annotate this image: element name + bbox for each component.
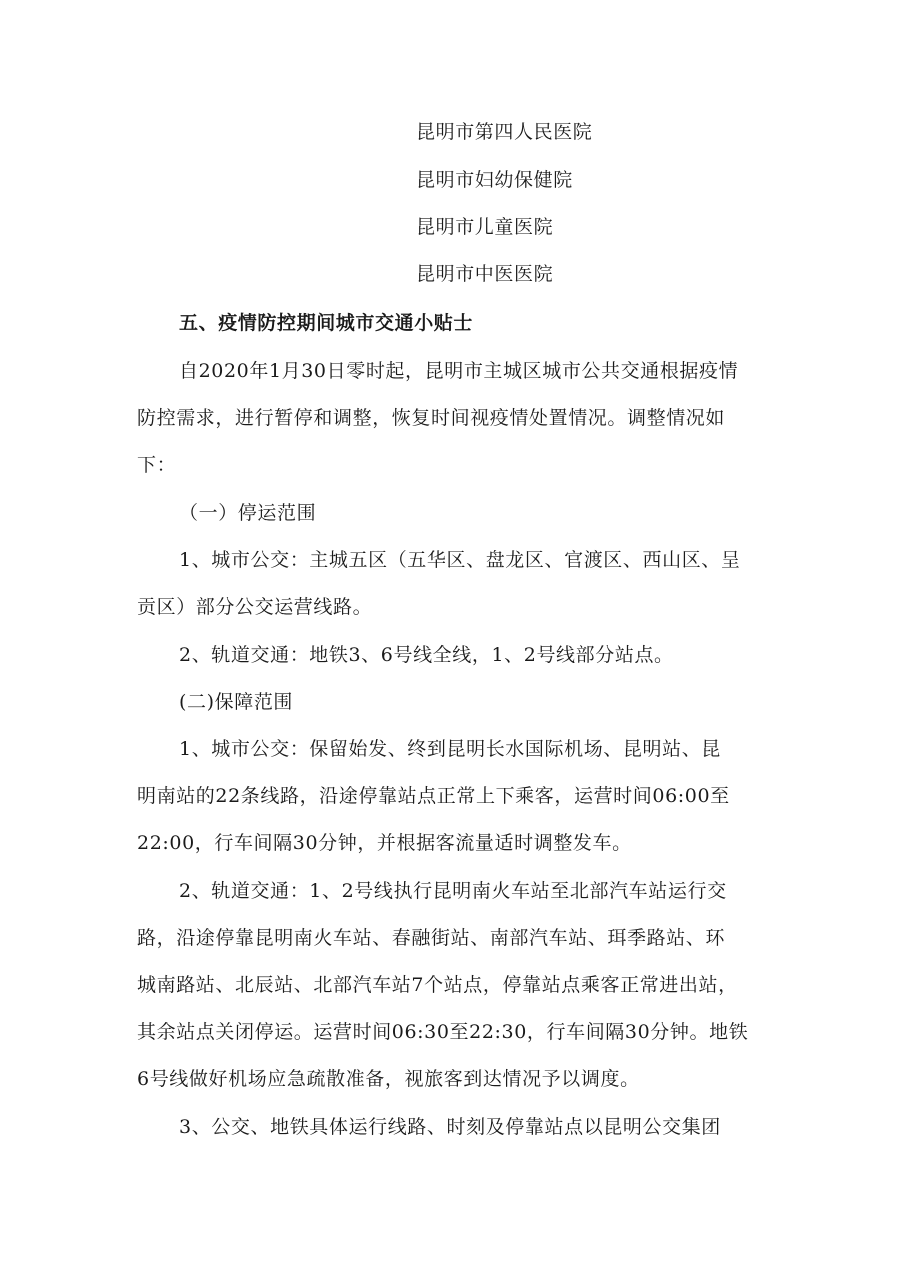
- paragraph-line: 明南站的22条线路，沿途停靠站点正常上下乘客，运营时间06:00至: [137, 785, 730, 807]
- paragraph-line: 下：: [137, 454, 177, 476]
- paragraph-line: 3、公交、地铁具体运行线路、时刻及停靠站点以昆明公交集团: [179, 1116, 721, 1138]
- paragraph-line: 防控需求，进行暂停和调整，恢复时间视疫情处置情况。调整情况如: [137, 407, 726, 429]
- paragraph-line: 路，沿途停靠昆明南火车站、春融街站、南部汽车站、珥季路站、环: [137, 927, 726, 949]
- subsection-heading: (二)保障范围: [179, 691, 294, 713]
- paragraph-line: 2、轨道交通：1、2号线执行昆明南火车站至北部汽车站运行交: [179, 880, 727, 902]
- section-heading: 五、疫情防控期间城市交通小贴士: [179, 312, 474, 334]
- paragraph-line: 6号线做好机场应急疏散准备，视旅客到达情况予以调度。: [137, 1068, 640, 1090]
- paragraph-line: 1、城市公交：保留始发、终到昆明长水国际机场、昆明站、昆: [179, 738, 721, 760]
- paragraph-line: 22:00，行车间隔30分钟，并根据客流量适时调整发车。: [137, 832, 632, 854]
- paragraph-line: 1、城市公交：主城五区（五华区、盘龙区、官渡区、西山区、呈: [179, 549, 741, 571]
- subsection-heading: （一）停运范围: [179, 502, 317, 524]
- paragraph-line: 城南路站、北辰站、北部汽车站7个站点，停靠站点乘客正常进出站，: [137, 974, 738, 996]
- paragraph-line: 贡区）部分公交运营线路。: [137, 596, 373, 618]
- hospital-item: 昆明市第四人民医院: [416, 121, 593, 143]
- paragraph-line: 自2020年1月30日零时起，昆明市主城区城市公共交通根据疫情: [179, 360, 739, 382]
- hospital-item: 昆明市中医医院: [416, 263, 554, 285]
- paragraph-line: 其余站点关闭停运。运营时间06:30至22:30，行车间隔30分钟。地铁: [137, 1021, 749, 1043]
- hospital-item: 昆明市妇幼保健院: [416, 169, 573, 191]
- paragraph-line: 2、轨道交通：地铁3、6号线全线，1、2号线部分站点。: [179, 644, 674, 666]
- hospital-item: 昆明市儿童医院: [416, 216, 554, 238]
